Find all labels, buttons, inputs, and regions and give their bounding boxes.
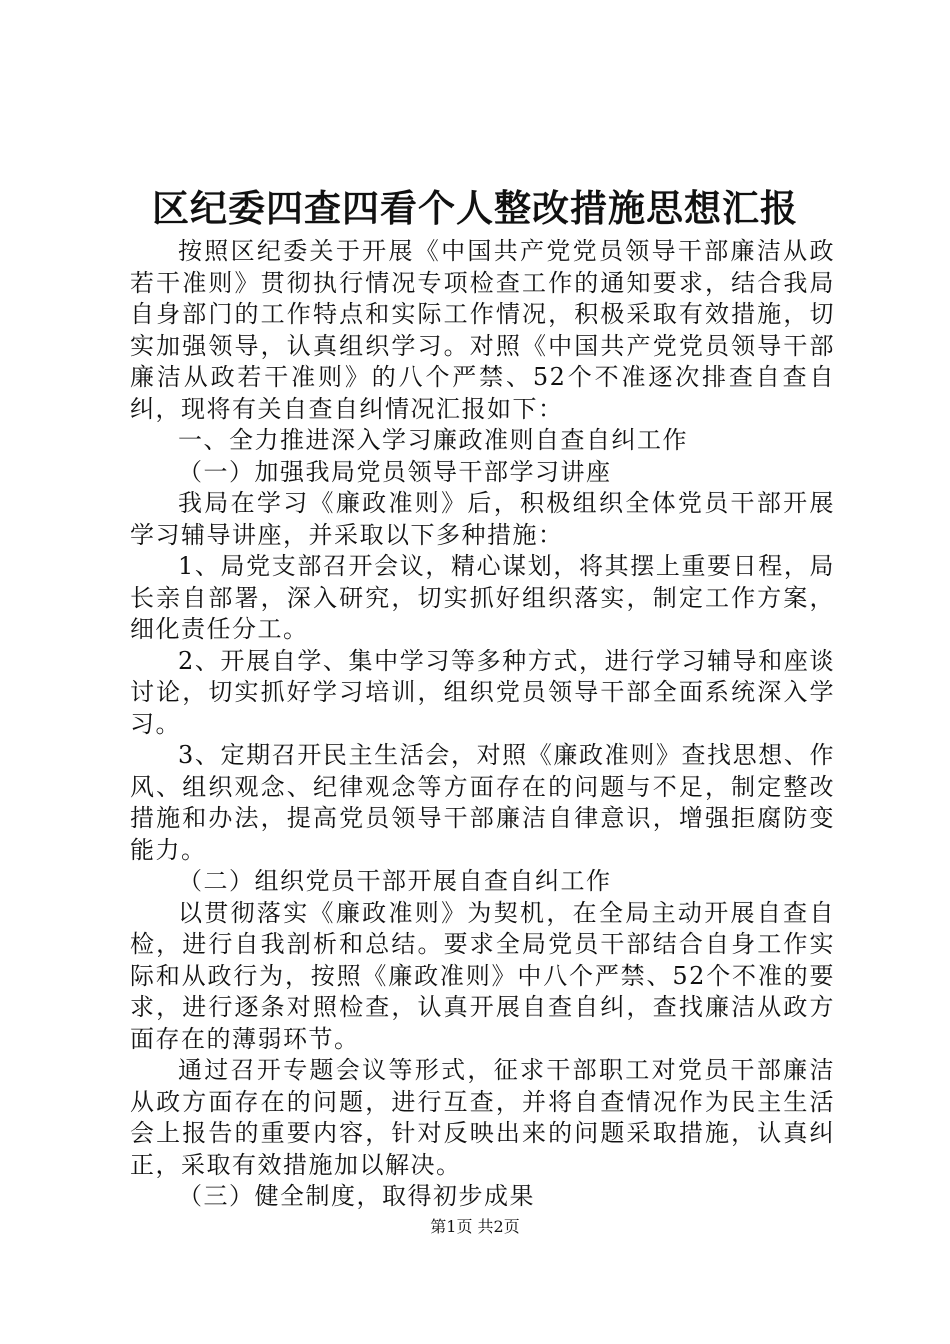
document-title: 区纪委四查四看个人整改措施思想汇报 (152, 186, 798, 230)
paragraph: 我局在学习《廉政准则》后，积极组织全体党员干部开展学习辅导讲座，并采取以下多种措施： (130, 489, 835, 549)
heading-subsection-1: （一）加强我局党员领导干部学习讲座 (178, 457, 612, 486)
document-body (130, 236, 835, 1213)
list-item-1: 1、局党支部召开会议，精心谋划，将其摆上重要日程，局长亲自部署，深入研究，切实抓好组织落实，制定工作方案，细化责任分工。 (130, 552, 835, 643)
page-footer: 第1页 共2页 (430, 1217, 520, 1236)
paragraph: 以贯彻落实《廉政准则》为契机，在全局主动开展自查自检，进行自我剖析和总结。要求全局党员干部结合自身工作实际和从政行为，按照《廉政准则》中八个严禁、52个不准的要求，进行逐条对照检查，认真开展自查自纠，查找廉洁从政方面存在的薄弱环节。 (130, 898, 835, 1053)
list-item-2: 2、开展自学、集中学习等多种方式，进行学习辅导和座谈讨论，切实抓好学习培训，组织党员领导干部全面系统深入学习。 (130, 646, 835, 738)
heading-subsection-2: （二）组织党员干部开展自查自纠工作 (178, 867, 612, 895)
list-item-3: 3、定期召开民主生活会，对照《廉政准则》查找思想、作风、组织观念、纪律观念等方面存在的问题与不足，制定整改措施和办法，提高党员领导干部廉洁自律意识，增强拒腐防变能力。 (130, 741, 835, 864)
paragraph-intro: 按照区纪委关于开展《中国共产党党员领导干部廉洁从政若干准则》贯彻执行情况专项检查工作的通知要求，结合我局自身部门的工作特点和实际工作情况，积极采取有效措施，切实加强领导，认真组织学习。对照《中国共产党党员领导干部廉洁从政若干准则》的八个严禁、52个不准逐次排查自查自纠，现将有关自查自纠情况汇报如下： (130, 237, 835, 423)
heading-subsection-3: （三）健全制度，取得初步成果 (178, 1182, 535, 1210)
paragraph: 通过召开专题会议等形式，征求干部职工对党员干部廉洁从政方面存在的问题，进行互查，并将自查情况作为民主生活会上报告的重要内容，针对反映出来的问题采取措施，认真纠正，采取有效措施加以解决。 (130, 1056, 835, 1179)
heading-section-1: 一、全力推进深入学习廉政准则自查自纠工作 (178, 426, 688, 454)
